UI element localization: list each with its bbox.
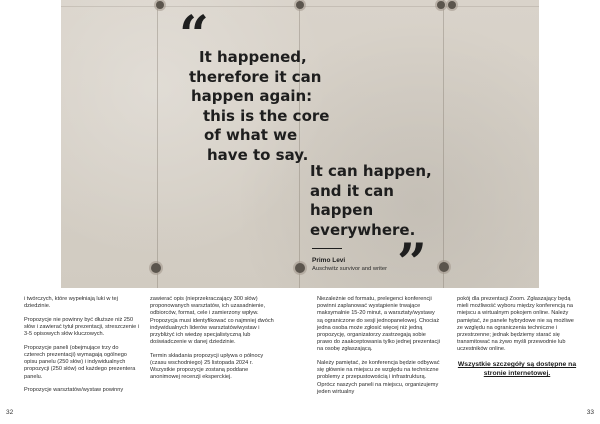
paragraph: zawierać opis (nieprzekraczający 300 słów) proponowanych warsztatów, ich uzasadnienie, odbiorców, format, cele i zamierzony wpływ. Propozycja musi identyfikować co najmniej dwóch indywidualnych liderów warsztatów/wystaw i przybliżyć ich wiedzę specjalistyczną lub doświadczenie w danej dziedzinie. — [150, 296, 274, 346]
quote-line: It happened, — [199, 48, 307, 66]
quote-line: therefore it can — [189, 67, 322, 86]
wall-bolt — [437, 1, 445, 9]
quote-photo — [61, 0, 539, 288]
open-quote-icon: “ — [179, 5, 209, 66]
wall-seam — [157, 0, 158, 288]
text-column-2 — [150, 296, 276, 388]
wall-bolt — [296, 1, 304, 9]
paragraph: Należy pamiętać, że konferencja będzie odbywać się głównie na miejscu ze względu na techniczne problemy z przepustowością i infrastrukturą. Oprócz naszych paneli na miejscu, organizujemy jeden wirtualny — [317, 360, 440, 395]
paragraph: i twórczych, które wypełniają luki w tej dziedzinie. — [24, 296, 118, 310]
paragraph: Termin składania propozycji upływa o północy (czasu wschodniego) 25 listopada 2024 r. Wszystkie propozycje zostaną poddane anonimowej recenzji eksperckiej. — [150, 352, 264, 381]
quote-line: happen again: — [191, 87, 313, 105]
quote-line: It can happen, — [310, 162, 432, 180]
quote-line: this is the core — [203, 106, 330, 125]
wall-bolt — [439, 262, 449, 272]
quote-line: happen — [310, 201, 374, 219]
wall-seam — [443, 0, 444, 288]
quote-line: have to say. — [207, 145, 309, 164]
text-column-4 — [457, 296, 577, 378]
quote-author: Primo Levi — [312, 257, 346, 264]
text-column-1 — [24, 296, 140, 401]
wall-seam — [299, 0, 300, 288]
close-quote-icon: ” — [397, 233, 427, 288]
text-column-3 — [317, 296, 442, 402]
quote-author-role: Auschwitz survivor and writer — [312, 266, 388, 272]
quote-line: everywhere. — [310, 220, 416, 239]
website-details-link[interactable]: Wszystkie szczegóły są dostępne na stronie internetowej. — [457, 361, 577, 378]
attribution-divider — [312, 248, 342, 249]
paragraph: Propozycje paneli (obejmujące trzy do czterech prezentacji) wymagają ogólnego opisu panelu (250 słów) i indywidualnych propozycji (250 słów) od każdego prezentera panelu. — [24, 344, 136, 380]
paragraph: pokój dla prezentacji Zoom. Zgłaszający będą mieli możliwość wyboru między konferencją na miejscu a wirtualnym pokojem online. Należy pamiętać, że panele hybrydowe nie są możliwe ze względu na ograniczenia techniczne i przestrzenne; jednak będziemy starać się transmitować na żywo myśli przewodnie lub uczestników online. — [457, 296, 574, 353]
page-number-left: 32 — [6, 409, 14, 416]
wall-bolt — [151, 263, 161, 273]
paragraph: Niezależnie od formatu, prelegenci konferencji powinni zaplanować wystąpienie trwające maksymalnie 15-20 minut, a warsztaty/wystawy są ograniczone do sesji jednopanelowej. Chociaż jedna osoba może zgłosić więcej niż jedną propozycję, organizatorzy zastrzegają sobie prawo do zaakceptowania tylko jednej prezentacji na osobę zgłaszającą. — [317, 296, 440, 353]
wall-bolt — [156, 1, 164, 9]
quote-line: and it can — [310, 181, 394, 200]
paragraph: Propozycje warsztatów/wystaw powinny — [24, 387, 124, 394]
page-number-right: 33 — [586, 409, 594, 416]
wall-bolt — [448, 1, 456, 9]
quote-line: of what we — [204, 126, 298, 144]
paragraph: Propozycje nie powinny być dłuższe niż 250 słów i zawierać tytuł prezentacji, streszczenie i 3-5 opisowych słów kluczowych. — [24, 316, 140, 338]
wall-bolt — [295, 263, 305, 273]
